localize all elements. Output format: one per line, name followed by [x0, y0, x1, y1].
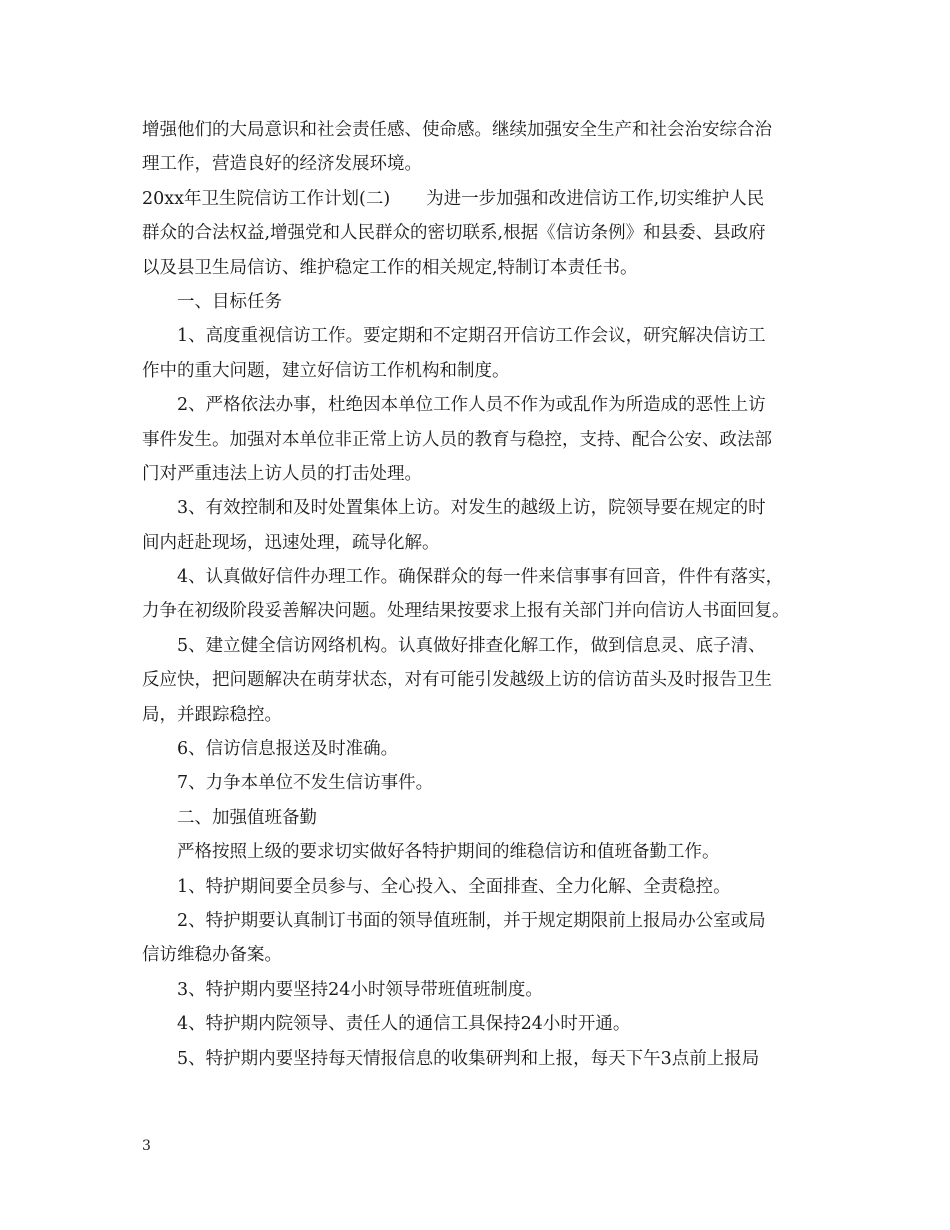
text-line-16: 5、建立健全信访网络机构。认真做好排查化解工作，做到信息灵、底子清、: [177, 635, 766, 656]
text-line-17: 反应快，把问题解决在萌芽状态，对有可能引发越级上访的信访苗头及时报告卫生: [142, 670, 772, 691]
text-line-9: 2、严格依法办事，杜绝因本单位工作人员不作为或乱作为所造成的恶性上访: [177, 395, 766, 416]
text-line-18: 局，并跟踪稳控。: [142, 704, 282, 725]
text-line-5: 以及县卫生局信访、维护稳定工作的相关规定,特制订本责任书。: [142, 257, 638, 278]
text-line-27: 4、特护期内院领导、责任人的通信工具保持24小时开通。: [177, 1014, 631, 1035]
text-line-13: 间内赶赴现场，迅速处理，疏导化解。: [142, 532, 440, 553]
intro-text: 为进一步加强和改进信访工作,切实维护人民: [426, 188, 765, 209]
text-line-28: 5、特护期内要坚持每天情报信息的收集研判和上报，每天下午3点前上报局: [177, 1048, 760, 1069]
text-line-25: 信访维稳办备案。: [142, 945, 282, 966]
text-line-19: 6、信访信息报送及时准确。: [177, 739, 399, 760]
text-line-8: 作中的重大问题，建立好信访工作机构和制度。: [142, 360, 510, 381]
subheading-goals: 一、目标任务: [177, 291, 282, 312]
section-title: 20xx年卫生院信访工作计划(二): [142, 188, 391, 209]
text-line-12: 3、有效控制和及时处置集体上访。对发生的越级上访，院领导要在规定的时: [177, 498, 766, 519]
text-line-7: 1、高度重视信访工作。要定期和不定期召开信访工作会议，研究解决信访工: [177, 326, 766, 347]
text-line-15: 力争在初级阶段妥善解决问题。处理结果按要求上报有关部门并向信访人书面回复。: [142, 601, 790, 622]
text-line-10: 事件发生。加强对本单位非正常上访人员的教育与稳控，支持、配合公安、政法部: [142, 429, 772, 450]
page-number: 3: [142, 1138, 151, 1154]
text-line-1: 增强他们的大局意识和社会责任感、使命感。继续加强安全生产和社会治安综合治: [142, 120, 772, 140]
document-body: [142, 113, 812, 1076]
text-line-11: 门对严重违法上访人员的打击处理。: [142, 463, 422, 484]
text-line-26: 3、特护期内要坚持24小时领导带班值班制度。: [177, 979, 543, 1000]
heading-line: [142, 182, 812, 216]
text-line-4: 群众的合法权益,增强党和人民群众的密切联系,根据《信访条例》和县委、县政府: [142, 223, 766, 244]
text-line-2: 理工作，营造良好的经济发展环境。: [142, 154, 422, 175]
subheading-duty: 二、加强值班备勤: [177, 807, 317, 828]
text-line-23: 1、特护期间要全员参与、全心投入、全面排查、全力化解、全责稳控。: [177, 876, 731, 897]
text-line-24: 2、特护期要认真制订书面的领导值班制，并于规定期限前上报局办公室或局: [177, 910, 766, 931]
text-line-22: 严格按照上级的要求切实做好各特护期间的维稳信访和值班备勤工作。: [177, 842, 720, 863]
text-line-20: 7、力争本单位不发生信访事件。: [177, 773, 434, 794]
text-line-14: 4、认真做好信件办理工作。确保群众的每一件来信事事有回音，件件有落实，: [177, 567, 784, 588]
